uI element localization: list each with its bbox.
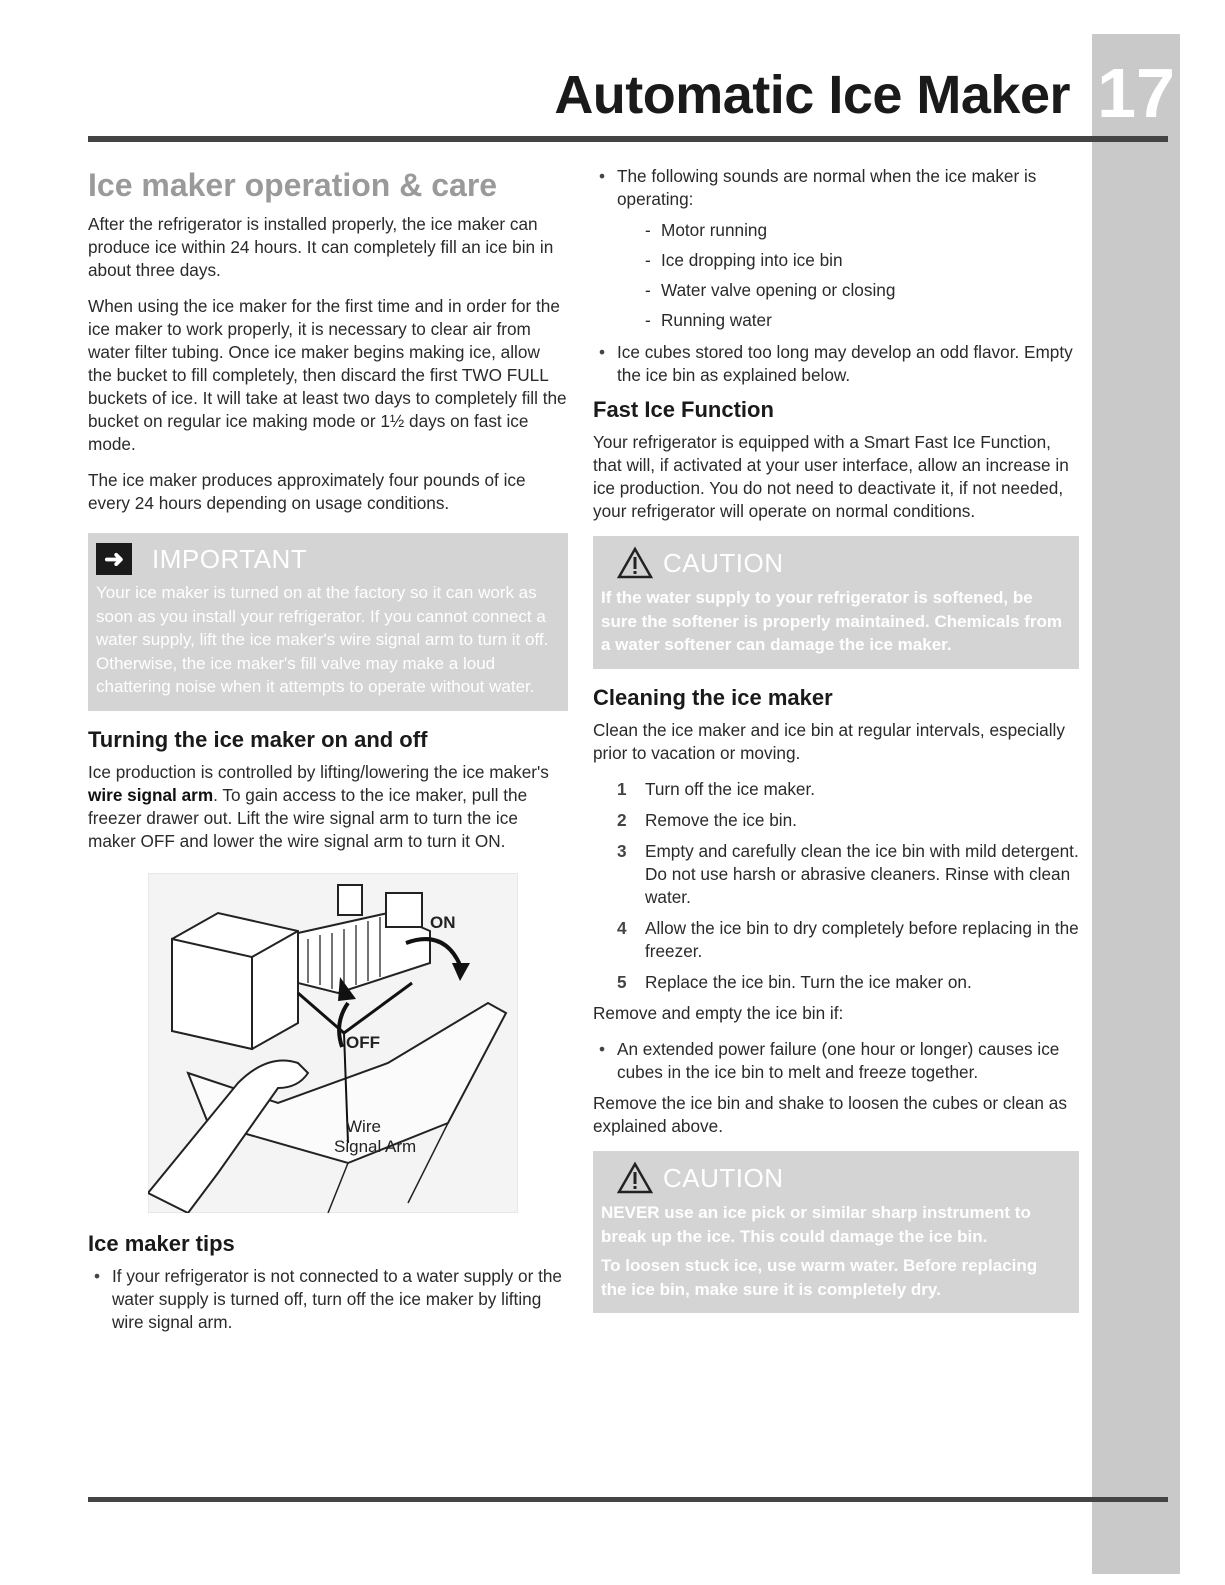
- onoff-paragraph: Ice production is controlled by lifting/lowering the ice maker's wire signal arm. To gain access to the ice maker, pull the freezer drawer out. Lift the wire signal arm to turn the ice maker OFF and lower the wire signal arm to turn it ON.: [88, 762, 549, 852]
- caution-ice-pick-notice: [593, 1151, 1079, 1313]
- cleaning-intro: Clean the ice maker and ice bin at regular intervals, especially prior to vacation or moving.: [593, 720, 1065, 764]
- cleaning-heading: Cleaning the ice maker: [593, 684, 833, 710]
- sounds-intro: The following sounds are normal when the ice maker is operating:: [617, 166, 1037, 209]
- caution-title: CAUTION: [663, 1162, 784, 1193]
- list-item: • An extended power failure (one hour or longer) causes ice cubes in the ice bin to melt and freeze together.: [593, 1038, 1079, 1084]
- page-title: Automatic Ice Maker: [554, 65, 1070, 125]
- warning-triangle-icon: [617, 546, 653, 580]
- step-item: 4 Allow the ice bin to dry completely before replacing in the freezer.: [617, 918, 1079, 962]
- intro-paragraph: After the refrigerator is installed properly, the ice maker can produce ice within 24 hours. It can completely fill an ice bin in about three days.: [88, 214, 554, 281]
- caution-softener-notice: [593, 536, 1079, 669]
- important-title: IMPORTANT: [152, 543, 308, 574]
- sounds-sublist: [617, 215, 1079, 335]
- wire-label: Wire: [346, 1117, 381, 1137]
- important-notice: [88, 533, 568, 711]
- list-item: - Running water: [617, 305, 1079, 335]
- left-column: [88, 168, 568, 1342]
- caution-header: [601, 1161, 1067, 1195]
- arrow-right-icon: ➜: [96, 543, 132, 575]
- bottom-rule: [88, 1497, 1168, 1502]
- tips-list: [88, 1265, 568, 1334]
- first-use-paragraph: When using the ice maker for the first time and in order for the ice maker to work properly, it is necessary to clear air from water filter tubing. Once ice maker begins making ice, allow the bucket to fill completely, then discard the first TWO FULL buckets of ice. It will take at least two days to completely fill the bucket on regular ice making mode or 1½ days on fast ice mode.: [88, 296, 567, 455]
- list-item: - Water valve opening or closing: [617, 275, 1079, 305]
- list-item: - Ice dropping into ice bin: [617, 245, 1079, 275]
- page-number: 17: [1097, 54, 1175, 132]
- onoff-heading: Turning the ice maker on and off: [88, 726, 428, 752]
- important-body: Your ice maker is turned on at the factory so it can work as soon as you install your refrigerator. If you cannot connect a water supply, lift the ice maker's wire signal arm to turn it off. Otherwise, the ice maker's fill valve may make a loud chattering noise when it attempts to operate without water.: [96, 583, 549, 697]
- top-rule: [88, 136, 1168, 142]
- page-tab-band: [1092, 34, 1180, 1574]
- section-heading: Ice maker operation & care: [88, 167, 498, 203]
- step-item: 3 Empty and carefully clean the ice bin with mild detergent. Do not use harsh or abrasive cleaners. Rinse with clean water.: [617, 841, 1079, 908]
- tips-heading: Ice maker tips: [88, 1231, 235, 1257]
- list-item: - Motor running: [617, 215, 1079, 245]
- production-paragraph: The ice maker produces approximately four pounds of ice every 24 hours depending on usage conditions.: [88, 470, 526, 514]
- list-item: • Ice cubes stored too long may develop an odd flavor. Empty the ice bin as explained below.: [593, 341, 1079, 387]
- caution-title: CAUTION: [663, 547, 784, 578]
- remove-if-paragraph: Remove and empty the ice bin if:: [593, 1003, 844, 1024]
- sounds-list: [593, 165, 1079, 387]
- on-label: ON: [430, 913, 456, 933]
- ice-maker-drawing: [148, 873, 518, 1213]
- list-item: [593, 165, 1079, 335]
- wire-signal-arm-term: wire signal arm: [88, 785, 214, 806]
- step-item: 1 Turn off the ice maker.: [617, 779, 816, 800]
- step-item: 5 Replace the ice bin. Turn the ice maker on.: [617, 972, 972, 993]
- warning-triangle-icon: [617, 1161, 653, 1195]
- signal-arm-label: Signal Arm: [334, 1137, 417, 1157]
- remove-list: [593, 1038, 1079, 1084]
- ice-maker-illustration: [148, 873, 518, 1213]
- cleaning-steps: [593, 778, 1079, 994]
- remove-after-paragraph: Remove the ice bin and shake to loosen the cubes or clean as explained above.: [593, 1093, 1067, 1137]
- off-label: OFF: [346, 1033, 380, 1053]
- step-item: 2 Remove the ice bin.: [617, 810, 797, 831]
- fast-ice-paragraph: Your refrigerator is equipped with a Smart Fast Ice Function, that will, if activated at your user interface, allow an increase in ice production. You do not need to deactivate it, if not needed, your refrigerator will operate on normal conditions.: [593, 432, 1069, 522]
- caution-body: NEVER use an ice pick or similar sharp instrument to break up the ice. This could damage the ice bin.: [601, 1203, 1031, 1246]
- right-column: [593, 165, 1079, 1327]
- caution-body: If the water supply to your refrigerator is softened, be sure the softener is properly maintained. Chemicals from a water softener can damage the ice maker.: [601, 588, 1063, 655]
- fast-ice-heading: Fast Ice Function: [593, 397, 774, 422]
- caution-header: [601, 546, 1067, 580]
- list-item: • If your refrigerator is not connected to a water supply or the water supply is turned off, turn off the ice maker by lifting wire signal arm.: [88, 1265, 568, 1334]
- caution-body: To loosen stuck ice, use warm water. Before replacing the ice bin, make sure it is completely dry.: [601, 1256, 1038, 1299]
- important-header: [96, 543, 556, 575]
